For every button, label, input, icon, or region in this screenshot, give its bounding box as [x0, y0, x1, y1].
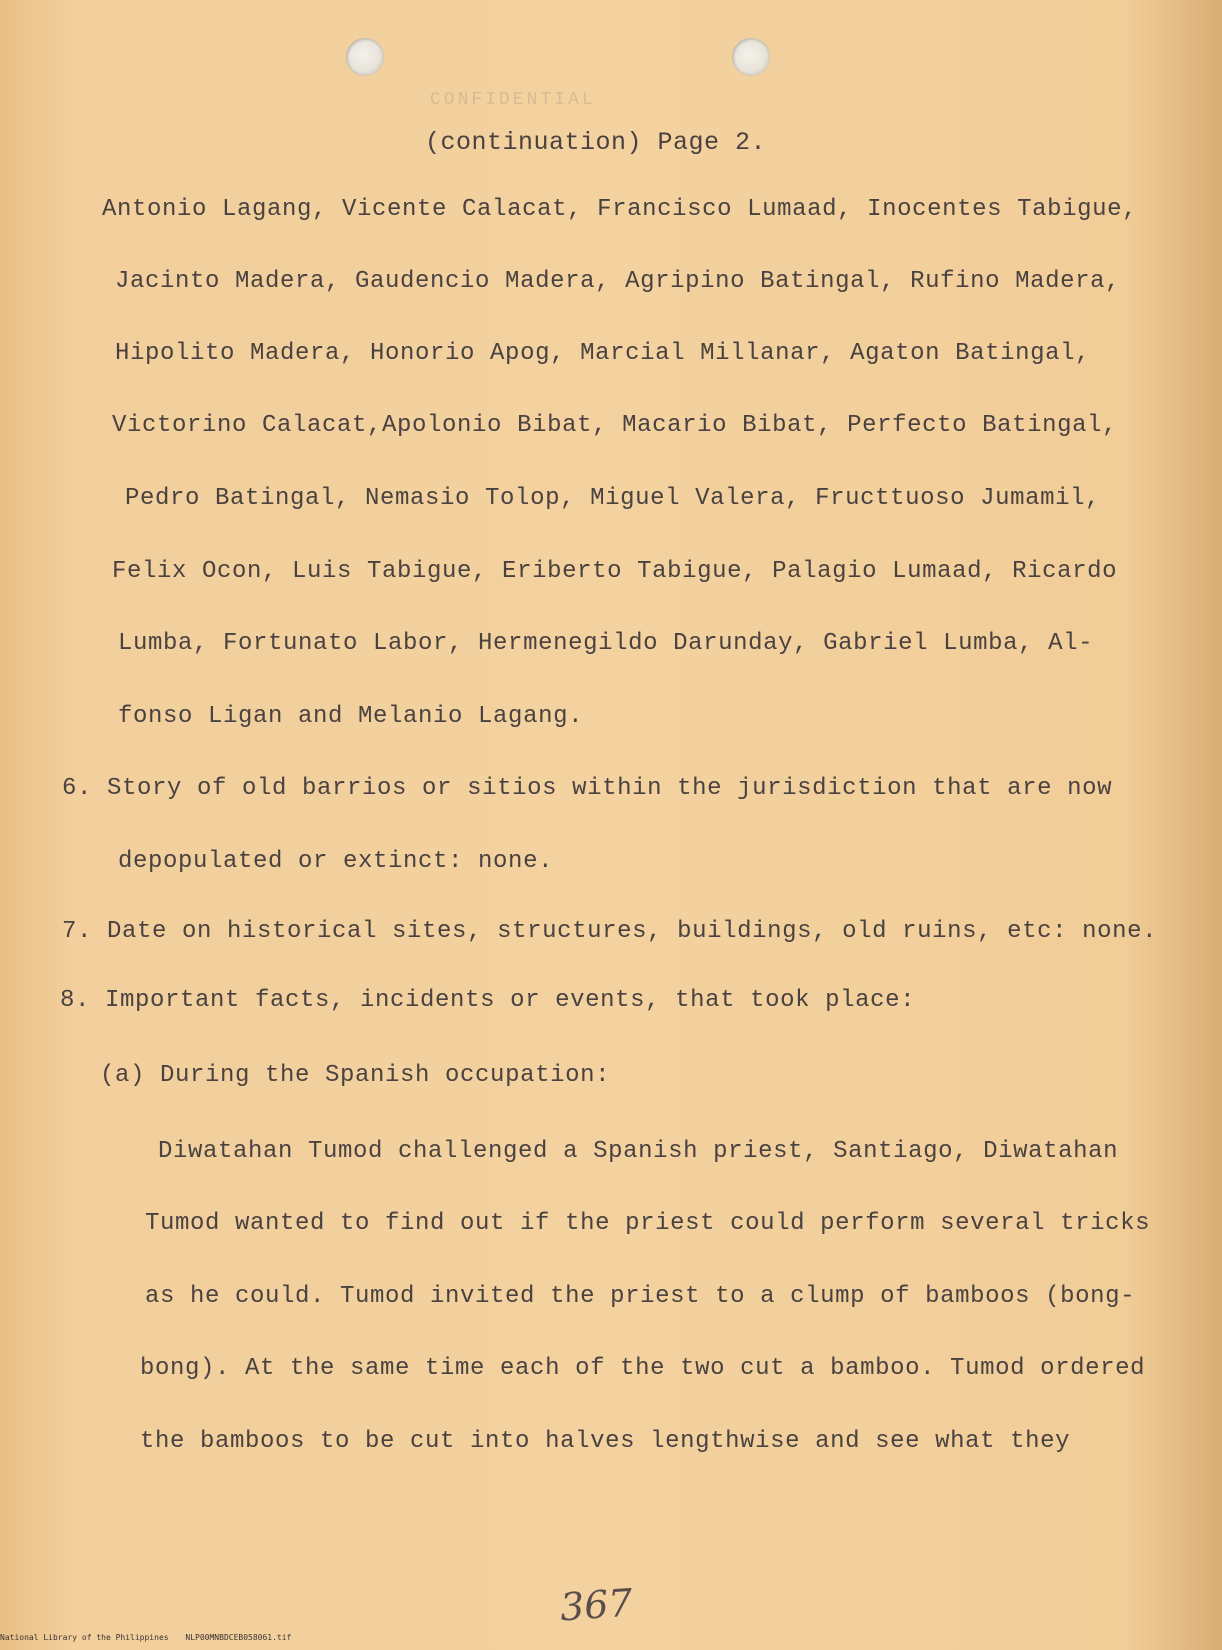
text-line: Victorino Calacat,Apolonio Bibat, Macario Bibat, Perfecto Batingal, [112, 412, 1118, 439]
text-line: Pedro Batingal, Nemasio Tolop, Miguel Valera, Fructtuoso Jumamil, [125, 485, 1101, 512]
text-line: Felix Ocon, Luis Tabigue, Eriberto Tabigue, Palagio Lumaad, Ricardo [112, 558, 1118, 585]
footer-file: NLP00MNBDCEB058061.tif [185, 1633, 292, 1642]
faint-stamp: CONFIDENTIAL [430, 90, 596, 110]
subheading-a: (a) During the Spanish occupation: [100, 1062, 611, 1089]
item-6: 6. Story of old barrios or sitios within the jurisdiction that are now [62, 775, 1113, 802]
text-line: fonso Ligan and Melanio Lagang. [118, 703, 584, 730]
text-line: the bamboos to be cut into halves lengthwise and see what they [140, 1428, 1071, 1455]
text-line: bong). At the same time each of the two cut a bamboo. Tumod ordered [140, 1355, 1146, 1382]
archive-footer [0, 1633, 303, 1642]
text-line: as he could. Tumod invited the priest to a clump of bamboos (bong- [145, 1283, 1136, 1310]
item-8: 8. Important facts, incidents or events, that took place: [60, 987, 916, 1014]
punch-hole-right [732, 38, 770, 76]
text-line: Jacinto Madera, Gaudencio Madera, Agripino Batingal, Rufino Madera, [115, 268, 1121, 295]
punch-hole-left [346, 38, 384, 76]
text-line: Lumba, Fortunato Labor, Hermenegildo Darunday, Gabriel Lumba, Al- [118, 630, 1094, 657]
footer-library: National Library of the Philippines [0, 1633, 169, 1642]
item-6-cont: depopulated or extinct: none. [118, 848, 554, 875]
text-line: Diwatahan Tumod challenged a Spanish priest, Santiago, Diwatahan [158, 1138, 1119, 1165]
text-line: Tumod wanted to find out if the priest could perform several tricks [145, 1210, 1151, 1237]
item-7: 7. Date on historical sites, structures, buildings, old ruins, etc: none. [62, 918, 1158, 945]
text-line: Antonio Lagang, Vicente Calacat, Francisco Lumaad, Inocentes Tabigue, [102, 196, 1138, 223]
page-heading: (continuation) Page 2. [425, 128, 767, 157]
text-line: Hipolito Madera, Honorio Apog, Marcial Millanar, Agaton Batingal, [115, 340, 1091, 367]
handwritten-page-number: 367 [558, 1580, 634, 1630]
